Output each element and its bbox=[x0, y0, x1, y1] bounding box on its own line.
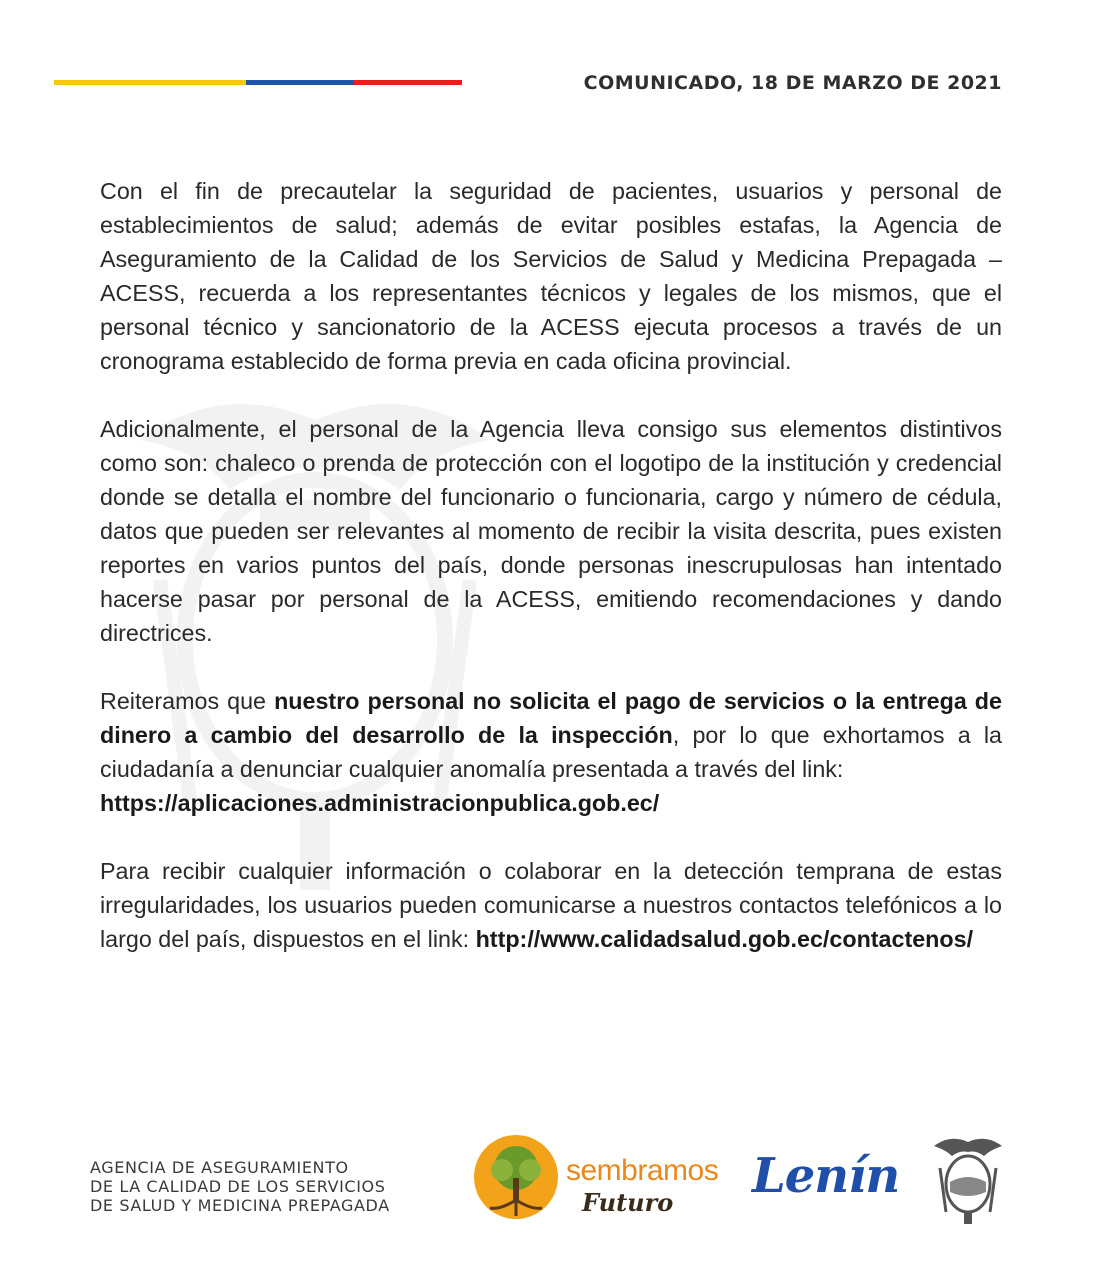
paragraph-4-text: Para recibir cualquier información o colaborar en la detección temprana de estas irregularidades, los usuarios pueden comunicarse a nuestros contactos telefónicos a lo largo del país, dispuestos en el link: bbox=[100, 858, 1002, 952]
tree-circle-icon bbox=[470, 1134, 562, 1220]
paragraph-3-start: Reiteramos que bbox=[100, 688, 275, 714]
sembramos-word: sembramos bbox=[566, 1154, 719, 1187]
flag-yellow-segment bbox=[54, 80, 246, 85]
sembramos-futuro-logo bbox=[470, 1134, 740, 1220]
footer-logos bbox=[0, 1120, 1102, 1230]
flag-red-segment bbox=[354, 80, 462, 85]
flag-blue-segment bbox=[246, 80, 354, 85]
futuro-word: Futuro bbox=[582, 1188, 674, 1217]
paragraph-2: Adicionalmente, el personal de la Agencia lleva consigo sus elementos distintivos como son: chaleco o prenda de protección con el logotipo de la institución y credencial donde se detalla el nombre del funcionario o funcionaria, cargo y número de cédula, datos que pueden ser relevantes al momento de recibir la visita descrita, pues existen reportes en varios puntos del país, donde personas inescrupulosas han intentado hacerse pasar por personal de la ACESS, emitiendo recomendaciones y dando directrices. bbox=[100, 416, 1002, 646]
coat-of-arms-icon bbox=[928, 1132, 1008, 1226]
administracion-publica-link[interactable]: https://aplicaciones.administracionpublica.gob.ec/ bbox=[100, 790, 660, 816]
communique-date-title: COMUNICADO, 18 DE MARZO DE 2021 bbox=[583, 72, 1002, 94]
paragraph-3-bold: nuestro personal no solicita el pago de servicios o la entrega de dinero a cambio del desarrollo de la inspección bbox=[100, 688, 1002, 748]
agency-name-logo bbox=[90, 1158, 390, 1215]
paragraph-1: Con el fin de precautelar la seguridad de pacientes, usuarios y personal de establecimientos de salud; además de evitar posibles estafas, la Agencia de Aseguramiento de la Calidad de los Servicios de Salud y Medicina Prepagada – ACESS, recuerda a los representantes técnicos y legales de los mismos, que el personal técnico y sancionatorio de la ACESS ejecuta procesos a través de un cronograma establecido de forma previa en cada oficina provincial. bbox=[100, 178, 1002, 374]
contactenos-link[interactable]: http://www.calidadsalud.gob.ec/contactenos/ bbox=[475, 926, 974, 952]
agency-line-2: DE LA CALIDAD DE LOS SERVICIOS bbox=[90, 1177, 386, 1196]
paragraph-4 bbox=[100, 854, 1002, 956]
communique-body bbox=[100, 174, 1002, 990]
agency-line-1: AGENCIA DE ASEGURAMIENTO bbox=[90, 1158, 349, 1177]
agency-line-3: DE SALUD Y MEDICINA PREPAGADA bbox=[90, 1196, 390, 1215]
paragraph-3 bbox=[100, 684, 1002, 820]
lenin-logo: Lenín bbox=[752, 1148, 900, 1204]
flag-color-bar bbox=[54, 80, 462, 85]
paragraph-3-end: , por lo que exhortamos a la ciudadanía a denunciar cualquier anomalía presentada a través del link: bbox=[100, 722, 1003, 782]
